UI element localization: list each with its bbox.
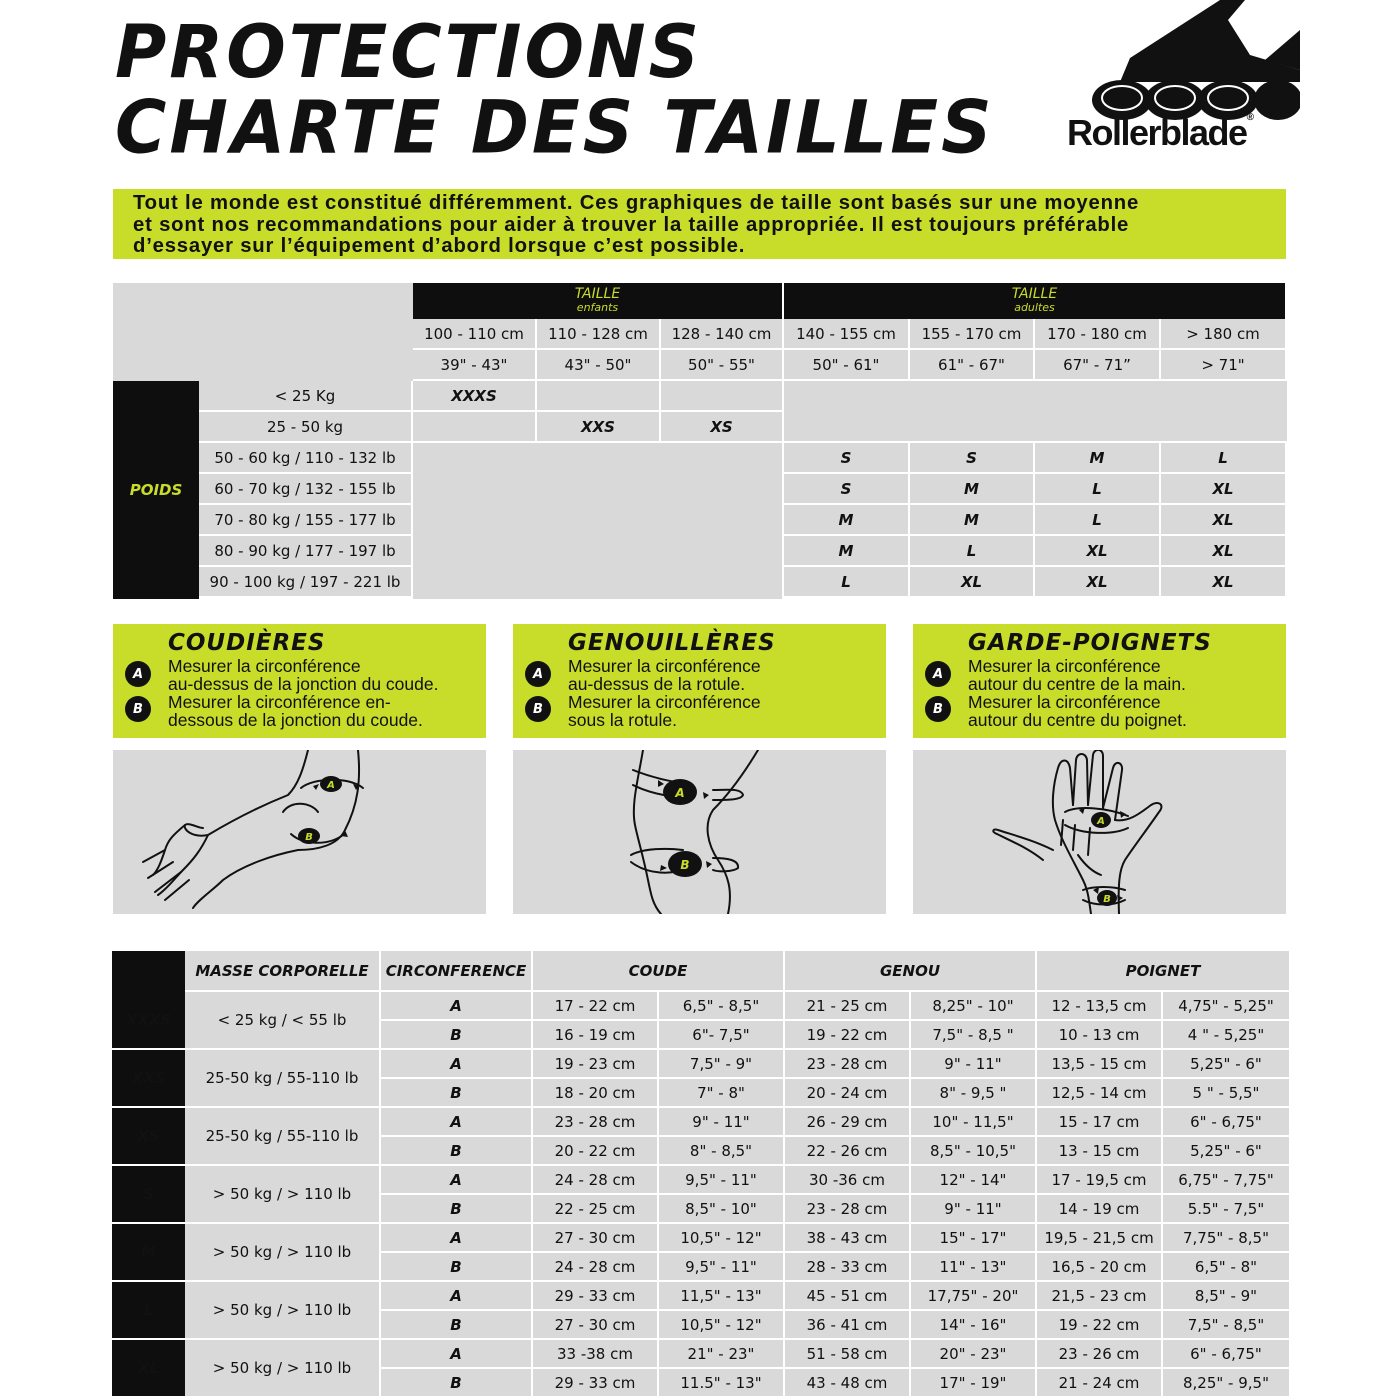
brand-logo: [1067, 112, 1252, 154]
size-label: XS: [112, 1108, 185, 1166]
height-in-cell: 39" - 43": [413, 350, 537, 381]
intro-banner: [113, 189, 1286, 259]
circ-a-cell: A: [381, 992, 533, 1021]
badge-a: A: [525, 661, 551, 687]
size-cell: M: [910, 505, 1035, 536]
panel-header: [913, 624, 1286, 738]
mass-cell: 25-50 kg / 55-110 lb: [185, 1050, 381, 1108]
value-cell: 38 - 43 cm: [785, 1224, 911, 1253]
value-cell: 20" - 23": [911, 1340, 1037, 1369]
height-cm-cell: 155 - 170 cm: [910, 319, 1035, 350]
value-cell: 51 - 58 cm: [785, 1340, 911, 1369]
knee-illustration: [513, 750, 886, 914]
circ-b-cell: B: [381, 1195, 533, 1224]
grid-corner: [113, 283, 413, 381]
size-label: S: [112, 1166, 185, 1224]
panel-b-line1: Mesurer la circonférence: [568, 692, 761, 712]
group-label: TAILLE: [574, 286, 621, 302]
value-cell: 21 - 25 cm: [785, 992, 911, 1021]
value-cell: 23 - 26 cm: [1037, 1340, 1163, 1369]
size-cell: XL: [1161, 474, 1287, 505]
weight-cell: 80 - 90 kg / 177 - 197 lb: [199, 536, 413, 567]
size-cell: M: [784, 505, 910, 536]
weight-cell: 60 - 70 kg / 132 - 155 lb: [199, 474, 413, 505]
panel-a-line1: Mesurer la circonférence: [968, 656, 1161, 676]
size-label: XXS: [112, 1050, 185, 1108]
panel-header: [113, 624, 486, 738]
size-cell: S: [784, 443, 910, 474]
value-cell: 5 " - 5,5": [1163, 1079, 1289, 1108]
value-cell: 9,5" - 11": [659, 1253, 785, 1282]
table-corner: [112, 951, 185, 992]
brand-name: Rollerblade: [1067, 112, 1247, 153]
height-in-cell: > 71": [1161, 350, 1287, 381]
circ-a-cell: A: [381, 1340, 533, 1369]
panel-b-line1: Mesurer la circonférence en-: [168, 692, 391, 712]
panel-a-line2: autour du centre de la main.: [968, 674, 1186, 694]
value-cell: 11" - 13": [911, 1253, 1037, 1282]
circ-a-cell: A: [381, 1050, 533, 1079]
measurement-table: [112, 951, 1289, 1400]
panel-title: GARDE-POIGNETS: [968, 630, 1212, 656]
value-cell: 8,25" - 10": [911, 992, 1037, 1021]
value-cell: 22 - 25 cm: [533, 1195, 659, 1224]
value-cell: 7,5" - 8,5 ": [911, 1021, 1037, 1050]
value-cell: 8,5" - 9": [1163, 1282, 1289, 1311]
weight-cell: 25 - 50 kg: [199, 412, 413, 443]
circ-b-cell: B: [381, 1021, 533, 1050]
hand-illustration: [913, 750, 1286, 914]
value-cell: 9" - 11": [911, 1050, 1037, 1079]
value-cell: 10 - 13 cm: [1037, 1021, 1163, 1050]
intro-line: Tout le monde est constitué différemment. Ces graphiques de taille sont basés sur une moyenne: [133, 192, 1140, 214]
value-cell: 12" - 14": [911, 1166, 1037, 1195]
weight-cell: < 25 Kg: [199, 381, 413, 412]
circ-b-cell: B: [381, 1253, 533, 1282]
badge-b: B: [525, 696, 551, 722]
size-grid: [113, 283, 1287, 599]
value-cell: 4 " - 5,25": [1163, 1021, 1289, 1050]
value-cell: 19 - 22 cm: [785, 1021, 911, 1050]
value-cell: 15" - 17": [911, 1224, 1037, 1253]
marker-b-text: B: [680, 858, 690, 872]
value-cell: 6" - 6,75": [1163, 1340, 1289, 1369]
value-cell: 29 - 33 cm: [533, 1282, 659, 1311]
marker-b-text: B: [1103, 894, 1111, 905]
panel-b-line2: autour du centre du poignet.: [968, 710, 1187, 730]
circ-b-cell: B: [381, 1311, 533, 1340]
value-cell: 24 - 28 cm: [533, 1253, 659, 1282]
size-cell: XS: [661, 412, 784, 443]
empty-kid-block: [413, 443, 784, 599]
poids-label: POIDS: [113, 381, 199, 599]
value-cell: 10,5" - 12": [659, 1224, 785, 1253]
marker-b-text: B: [305, 832, 313, 843]
elbow-illustration: [113, 750, 486, 914]
value-cell: 19 - 23 cm: [533, 1050, 659, 1079]
size-label: L: [112, 1282, 185, 1340]
size-label: XXXS: [112, 992, 185, 1050]
height-cm-cell: 170 - 180 cm: [1035, 319, 1161, 350]
value-cell: 26 - 29 cm: [785, 1108, 911, 1137]
value-cell: 8" - 8,5": [659, 1137, 785, 1166]
size-cell: XL: [1035, 536, 1161, 567]
mass-cell: 25-50 kg / 55-110 lb: [185, 1108, 381, 1166]
size-cell: [537, 381, 661, 412]
height-cm-cell: 110 - 128 cm: [537, 319, 661, 350]
mass-cell: < 25 kg / < 55 lb: [185, 992, 381, 1050]
value-cell: 28 - 33 cm: [785, 1253, 911, 1282]
badge-b: B: [925, 696, 951, 722]
value-cell: 7,5" - 9": [659, 1050, 785, 1079]
value-cell: 5.5" - 7,5": [1163, 1195, 1289, 1224]
size-cell: XL: [1161, 567, 1287, 598]
size-cell: L: [784, 567, 910, 598]
value-cell: 45 - 51 cm: [785, 1282, 911, 1311]
value-cell: 22 - 26 cm: [785, 1137, 911, 1166]
circ-b-cell: B: [381, 1137, 533, 1166]
value-cell: 12,5 - 14 cm: [1037, 1079, 1163, 1108]
panel-header: [513, 624, 886, 738]
value-cell: 23 - 28 cm: [533, 1108, 659, 1137]
panel-b-line1: Mesurer la circonférence: [968, 692, 1161, 712]
mass-cell: > 50 kg / > 110 lb: [185, 1166, 381, 1224]
arm-diagram-icon: [113, 750, 486, 914]
value-cell: 5,25" - 6": [1163, 1137, 1289, 1166]
value-cell: 6" - 6,75": [1163, 1108, 1289, 1137]
value-cell: 27 - 30 cm: [533, 1224, 659, 1253]
value-cell: 6,5" - 8": [1163, 1253, 1289, 1282]
header-poignet: POIGNET: [1037, 951, 1289, 992]
header-circonference: CIRCONFERENCE: [381, 951, 533, 992]
height-in-cell: 61" - 67": [910, 350, 1035, 381]
circ-a-cell: A: [381, 1108, 533, 1137]
value-cell: 29 - 33 cm: [533, 1369, 659, 1398]
circ-a-cell: A: [381, 1282, 533, 1311]
value-cell: 16 - 19 cm: [533, 1021, 659, 1050]
value-cell: 5,25" - 6": [1163, 1050, 1289, 1079]
header-genou: GENOU: [785, 951, 1037, 992]
intro-line: d’essayer sur l’équipement d’abord lorsque c’est possible.: [133, 235, 746, 257]
value-cell: 17 - 22 cm: [533, 992, 659, 1021]
value-cell: 23 - 28 cm: [785, 1050, 911, 1079]
panel-b-line2: dessous de la jonction du coude.: [168, 710, 423, 730]
header-masse: MASSE CORPORELLE: [185, 951, 381, 992]
value-cell: 8,5" - 10,5": [911, 1137, 1037, 1166]
value-cell: 7,75" - 8,5": [1163, 1224, 1289, 1253]
value-cell: 20 - 22 cm: [533, 1137, 659, 1166]
value-cell: 6"- 7,5": [659, 1021, 785, 1050]
value-cell: 9" - 11": [659, 1108, 785, 1137]
height-in-cell: 43" - 50": [537, 350, 661, 381]
size-cell: L: [1035, 505, 1161, 536]
value-cell: 21" - 23": [659, 1340, 785, 1369]
circ-a-cell: A: [381, 1166, 533, 1195]
header-taille-enfants: [413, 283, 784, 319]
marker-a-text: A: [1097, 816, 1105, 827]
mass-cell: > 50 kg / > 110 lb: [185, 1340, 381, 1398]
size-cell: L: [1035, 474, 1161, 505]
group-sub: adultes: [1014, 301, 1055, 314]
title-line-1: PROTECTIONS: [115, 8, 702, 95]
mass-cell: > 50 kg / > 110 lb: [185, 1282, 381, 1340]
badge-b: B: [125, 696, 151, 722]
marker-a-text: A: [675, 786, 685, 800]
size-cell: S: [784, 474, 910, 505]
circ-b-cell: B: [381, 1369, 533, 1398]
value-cell: 6,5" - 8,5": [659, 992, 785, 1021]
value-cell: 36 - 41 cm: [785, 1311, 911, 1340]
value-cell: 33 -38 cm: [533, 1340, 659, 1369]
value-cell: 20 - 24 cm: [785, 1079, 911, 1108]
page-title: [115, 8, 995, 171]
panel-b-line2: sous la rotule.: [568, 710, 677, 730]
size-cell: M: [784, 536, 910, 567]
value-cell: 10,5" - 12": [659, 1311, 785, 1340]
brand-mark: ®: [1246, 112, 1253, 123]
value-cell: 6,75" - 7,75": [1163, 1166, 1289, 1195]
panel-a-line2: au-dessus de la jonction du coude.: [168, 674, 439, 694]
height-in-cell: 67" - 71”: [1035, 350, 1161, 381]
size-cell: XL: [1035, 567, 1161, 598]
size-cell: XXXS: [413, 381, 537, 412]
value-cell: 7,5" - 8,5": [1163, 1311, 1289, 1340]
intro-line: et sont nos recommandations pour aider à trouver la taille appropriée. Il est toujours préférable: [133, 213, 1130, 236]
size-cell: M: [1035, 443, 1161, 474]
value-cell: 19 - 22 cm: [1037, 1311, 1163, 1340]
knee-diagram-icon: [513, 750, 886, 914]
hand-diagram-icon: [913, 750, 1286, 914]
value-cell: 11.5" - 13": [659, 1369, 785, 1398]
height-in-cell: 50" - 55": [661, 350, 784, 381]
size-cell: XXS: [537, 412, 661, 443]
size-cell: XL: [1161, 536, 1287, 567]
size-cell: L: [1161, 443, 1287, 474]
value-cell: 13 - 15 cm: [1037, 1137, 1163, 1166]
value-cell: 30 -36 cm: [785, 1166, 911, 1195]
badge-a: A: [925, 661, 951, 687]
size-cell: L: [910, 536, 1035, 567]
height-cm-cell: 140 - 155 cm: [784, 319, 910, 350]
height-cm-cell: 128 - 140 cm: [661, 319, 784, 350]
size-cell: XL: [1161, 505, 1287, 536]
size-cell: M: [910, 474, 1035, 505]
size-label: XL: [112, 1340, 185, 1398]
value-cell: 7" - 8": [659, 1079, 785, 1108]
group-sub: enfants: [576, 301, 619, 314]
size-cell: [661, 381, 784, 412]
title-line-2: CHARTE DES TAILLES: [115, 84, 995, 171]
panel-title: GENOUILLÈRES: [568, 630, 776, 656]
value-cell: 12 - 13,5 cm: [1037, 992, 1163, 1021]
value-cell: 19,5 - 21,5 cm: [1037, 1224, 1163, 1253]
value-cell: 8,5" - 10": [659, 1195, 785, 1224]
size-cell: XL: [910, 567, 1035, 598]
value-cell: 18 - 20 cm: [533, 1079, 659, 1108]
header-coude: COUDE: [533, 951, 785, 992]
value-cell: 14" - 16": [911, 1311, 1037, 1340]
circ-a-cell: A: [381, 1224, 533, 1253]
panel-a-line1: Mesurer la circonférence: [168, 656, 361, 676]
value-cell: 17,75" - 20": [911, 1282, 1037, 1311]
panel-a-line2: au-dessus de la rotule.: [568, 674, 746, 694]
value-cell: 10" - 11,5": [911, 1108, 1037, 1137]
height-cm-cell: > 180 cm: [1161, 319, 1287, 350]
panel-title: COUDIÈRES: [168, 630, 326, 656]
group-label: TAILLE: [1011, 286, 1058, 302]
value-cell: 21,5 - 23 cm: [1037, 1282, 1163, 1311]
empty-adult-block: [784, 381, 1287, 443]
circ-b-cell: B: [381, 1079, 533, 1108]
value-cell: 17" - 19": [911, 1369, 1037, 1398]
value-cell: 13,5 - 15 cm: [1037, 1050, 1163, 1079]
value-cell: 9" - 11": [911, 1195, 1037, 1224]
value-cell: 27 - 30 cm: [533, 1311, 659, 1340]
mass-cell: > 50 kg / > 110 lb: [185, 1224, 381, 1282]
value-cell: 16,5 - 20 cm: [1037, 1253, 1163, 1282]
value-cell: 4,75" - 5,25": [1163, 992, 1289, 1021]
badge-a: A: [125, 661, 151, 687]
value-cell: 11,5" - 13": [659, 1282, 785, 1311]
size-cell: [413, 412, 537, 443]
value-cell: 8,25" - 9,5": [1163, 1369, 1289, 1398]
value-cell: 43 - 48 cm: [785, 1369, 911, 1398]
value-cell: 15 - 17 cm: [1037, 1108, 1163, 1137]
weight-cell: 50 - 60 kg / 110 - 132 lb: [199, 443, 413, 474]
marker-a-text: A: [327, 780, 335, 791]
panel-a-line1: Mesurer la circonférence: [568, 656, 761, 676]
weight-cell: 70 - 80 kg / 155 - 177 lb: [199, 505, 413, 536]
height-in-cell: 50" - 61": [784, 350, 910, 381]
value-cell: 21 - 24 cm: [1037, 1369, 1163, 1398]
value-cell: 24 - 28 cm: [533, 1166, 659, 1195]
height-cm-cell: 100 - 110 cm: [413, 319, 537, 350]
value-cell: 17 - 19,5 cm: [1037, 1166, 1163, 1195]
value-cell: 9,5" - 11": [659, 1166, 785, 1195]
size-cell: S: [910, 443, 1035, 474]
value-cell: 14 - 19 cm: [1037, 1195, 1163, 1224]
weight-cell: 90 - 100 kg / 197 - 221 lb: [199, 567, 413, 598]
size-label: M: [112, 1224, 185, 1282]
header-taille-adultes: [784, 283, 1287, 319]
value-cell: 8" - 9,5 ": [911, 1079, 1037, 1108]
value-cell: 23 - 28 cm: [785, 1195, 911, 1224]
